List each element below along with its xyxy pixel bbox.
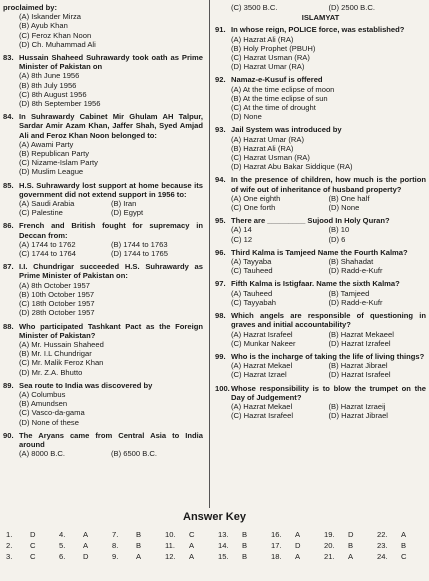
option: (D) Egypt <box>111 208 144 218</box>
option: (D) 2500 B.C. <box>328 3 375 12</box>
option: (D) Hazrat Umar (RA) <box>231 62 305 72</box>
answer-key-number: 19. <box>324 530 335 539</box>
answer-key-entry <box>165 541 218 550</box>
question-head <box>3 112 203 140</box>
answer-key-entry <box>6 552 59 561</box>
option: (A) Hazrat Israfeel <box>231 329 293 339</box>
question-head <box>215 248 426 257</box>
question <box>215 311 426 348</box>
answer-key-answer: A <box>295 530 301 539</box>
question <box>215 216 426 244</box>
options <box>3 281 203 318</box>
continued-options <box>215 3 426 12</box>
option: (C) 18th October 1957 <box>19 299 95 309</box>
option: (D) 6 <box>328 234 346 244</box>
question <box>215 125 426 171</box>
question-head <box>215 279 426 288</box>
option: (C) One forth <box>231 203 276 213</box>
answer-key-answer: D <box>30 530 36 539</box>
option: (A) Hazrat Mekael <box>231 401 293 411</box>
answer-key-answer: B <box>242 541 248 551</box>
option: (A) At the time eclipse of moon <box>231 84 335 94</box>
option: (C) Tayyabah <box>231 297 277 307</box>
left-column <box>3 3 203 462</box>
question-number: 98. <box>215 311 226 321</box>
option: (B) 10th October 1957 <box>19 289 95 299</box>
option: (A) Columbus <box>19 389 66 399</box>
question <box>215 25 426 71</box>
option: (D) None <box>328 203 360 213</box>
answer-key-number: 10. <box>165 530 176 539</box>
question-head <box>215 25 426 34</box>
options <box>215 330 426 348</box>
answer-key-number: 9. <box>112 552 119 562</box>
options <box>3 390 203 427</box>
answer-key-number: 23. <box>377 541 388 551</box>
question-text: French and British fought for supremacy in Deccan from: <box>19 221 203 240</box>
option: (A) Mr. Hussain Shaheed <box>19 339 104 349</box>
answer-key-number: 2. <box>6 541 13 551</box>
options <box>215 85 426 122</box>
option: (B) Amundsen <box>19 399 68 409</box>
answer-key-entry <box>271 541 324 550</box>
option: (A) Hazrat Umar (RA) <box>231 134 304 144</box>
option: (D) Radd-e-Kufr <box>328 297 383 307</box>
option: (C) Vasco-da-gama <box>19 408 85 418</box>
continued-question <box>3 3 203 49</box>
answer-key-entry <box>165 530 218 539</box>
question <box>215 248 426 276</box>
options <box>3 240 203 258</box>
question-text: Who is the incharge of taking the life of living things? <box>231 351 425 361</box>
question-text: Third Kalma is Tamjeed Name the Fourth Kalma? <box>231 247 408 257</box>
answer-key-answer: A <box>83 530 89 539</box>
option: (B) Iran <box>111 199 137 209</box>
question-number: 100. <box>215 383 230 393</box>
answer-key-number: 11. <box>165 541 175 551</box>
option: (A) Saudi Arabia <box>19 199 75 209</box>
answer-key-answer: A <box>189 541 195 551</box>
question-head <box>215 175 426 193</box>
option: (D) Hazrat Jibrael <box>328 411 388 421</box>
option: (D) Ch. Muhammad Ali <box>19 39 96 49</box>
option: (A) Awami Party <box>19 139 74 149</box>
answer-key-entry <box>218 541 271 550</box>
option: (B) One half <box>328 193 370 203</box>
question-text: Sea route to India was discovered by <box>19 380 153 390</box>
option: (C) 12 <box>231 234 253 244</box>
option: (A) Hazrat Ali (RA) <box>231 34 294 44</box>
answer-key-answer: A <box>295 552 301 562</box>
option: (B) Ayub Khan <box>19 21 68 31</box>
option: (C) Hazrat Israfeel <box>231 411 294 421</box>
option: (A) Hazrat Mekael <box>231 361 293 371</box>
option: (A) 1744 to 1762 <box>19 239 76 249</box>
answer-key-number: 1. <box>6 530 13 539</box>
options <box>3 449 203 458</box>
option: (B) Shahadat <box>328 257 374 267</box>
question-text: In the presence of children, how much is the portion of wife out of inheritance of husband property? <box>231 175 426 194</box>
answer-key-number: 3. <box>6 552 13 562</box>
answer-key-entry <box>377 541 429 550</box>
options <box>215 402 426 420</box>
answer-key-answer: B <box>242 552 248 562</box>
question-text: Who participated Tashkant Pact as the Foreign Minister of Pakistan? <box>19 321 203 340</box>
answer-key-answer: D <box>83 552 89 562</box>
option: (D) Hazrat Israfeel <box>328 370 391 380</box>
answer-key-entry <box>377 552 429 561</box>
right-column <box>215 3 426 424</box>
question-head <box>215 125 426 134</box>
question-number: 99. <box>215 351 226 361</box>
option: (C) 1744 to 1764 <box>19 249 76 259</box>
question-head <box>215 75 426 84</box>
answer-key-entry <box>112 541 165 550</box>
options <box>3 71 203 108</box>
answer-key-entry <box>218 530 271 539</box>
question-text: Hussain Shaheed Suhrawardy took oath as Prime Minister of Pakistan on <box>19 53 203 72</box>
answer-key-answer: A <box>348 552 354 562</box>
question-text: Which angels are responsible of questioning in graves and initial accountability? <box>231 311 426 330</box>
option: (B) 8th July 1956 <box>19 80 77 90</box>
answer-key-answer: C <box>189 530 195 539</box>
answer-key-entry <box>112 530 165 539</box>
question-number: 83. <box>3 53 14 63</box>
answer-key-entry <box>271 552 324 561</box>
options <box>3 199 203 217</box>
answer-key-answer: D <box>295 541 301 551</box>
answer-key-number: 21. <box>324 552 335 562</box>
options <box>215 361 426 379</box>
answer-key-number: 17. <box>271 541 282 551</box>
option: (A) 8000 B.C. <box>19 449 66 459</box>
continued-question-text: proclaimed by: <box>3 3 58 12</box>
answer-key-entry <box>377 530 429 539</box>
option: (B) Hazrat Ali (RA) <box>231 143 294 153</box>
question <box>3 112 203 176</box>
question-text: The Aryans came from Central Asia to India around <box>19 430 203 449</box>
options <box>215 194 426 212</box>
option: (C) Hazrat Usman (RA) <box>231 153 310 163</box>
question-text: Fifth Kalma is Istigfaar. Name the sixth Kalma? <box>231 279 400 289</box>
answer-key-number: 7. <box>112 530 119 539</box>
answer-key-answer: B <box>136 541 142 551</box>
option: (D) 1744 to 1765 <box>111 249 168 259</box>
option: (D) None of these <box>19 417 79 427</box>
question-number: 91. <box>215 25 226 35</box>
options <box>215 225 426 243</box>
option: (B) Republican Party <box>19 149 90 159</box>
question-number: 88. <box>3 321 14 331</box>
continued-options <box>3 12 203 49</box>
question-head <box>3 53 203 71</box>
option: (D) Hazrat Abu Bakar Siddique (RA) <box>231 162 353 172</box>
option: (C) At the time of drought <box>231 103 316 113</box>
option: (B) 6500 B.C. <box>111 449 158 459</box>
question <box>215 384 426 421</box>
question <box>3 322 203 377</box>
answer-key-answer: B <box>348 541 354 551</box>
question-number: 85. <box>3 180 14 190</box>
question-number: 93. <box>215 125 226 135</box>
option: (C) Tauheed <box>231 266 273 276</box>
question <box>3 181 203 218</box>
question <box>3 53 203 108</box>
option: (C) Munkar Nakeer <box>231 338 296 348</box>
option: (A) 8th June 1956 <box>19 71 80 81</box>
question-head <box>215 352 426 361</box>
question <box>215 279 426 307</box>
question-text: Whose responsibility is to blow the trumpet on the Day of Judgement? <box>231 383 426 402</box>
option: (C) Mr. Malik Feroz Khan <box>19 358 104 368</box>
answer-key-entry <box>59 552 112 561</box>
answer-key-answer: C <box>30 552 36 562</box>
option: (C) Hazrat Usman (RA) <box>231 53 310 63</box>
answer-key-entry <box>165 552 218 561</box>
answer-key-number: 8. <box>112 541 119 551</box>
column-divider <box>209 0 210 508</box>
question-head <box>3 221 203 239</box>
answer-key-number: 4. <box>59 530 66 539</box>
option: (B) Holy Prophet (PBUH) <box>231 43 316 53</box>
question-head <box>3 322 203 340</box>
option: (A) Iskander Mirza <box>19 12 82 22</box>
question-number: 96. <box>215 247 226 257</box>
option: (B) At the time eclipse of sun <box>231 93 328 103</box>
option: (C) Feroz Khan Noon <box>19 30 92 40</box>
question-number: 89. <box>3 380 14 390</box>
question-number: 97. <box>215 279 226 289</box>
question-text: In whose reign, POLICE force, was established? <box>231 25 405 35</box>
answer-key-answer: B <box>401 541 407 551</box>
options <box>3 140 203 177</box>
option: (D) Muslim League <box>19 167 84 177</box>
option: (C) 8th August 1956 <box>19 89 87 99</box>
option: (A) 14 <box>231 225 252 235</box>
question-head <box>3 262 203 280</box>
option: (D) Radd-e-Kufr <box>328 266 383 276</box>
question-number: 87. <box>3 262 14 272</box>
option: (B) Hazrat Jibrael <box>328 361 388 371</box>
option: (D) None <box>231 112 262 122</box>
answer-key-entry <box>324 552 377 561</box>
option: (B) Hazrat Mekaeel <box>328 329 394 339</box>
answer-key-number: 20. <box>324 541 335 551</box>
answer-key-entry <box>6 530 59 539</box>
question-number: 95. <box>215 216 226 226</box>
answer-key <box>0 510 429 562</box>
question-text: There are _________ Sujood In Holy Quran? <box>231 216 390 226</box>
question <box>3 262 203 317</box>
option: (C) 3500 B.C. <box>231 3 278 12</box>
answer-key-answer: C <box>30 541 36 551</box>
answer-key-entry <box>6 541 59 550</box>
answer-key-number: 5. <box>59 541 66 551</box>
question-head <box>215 311 426 329</box>
question-number: 92. <box>215 75 226 85</box>
option: (B) Mr. I.L Chundrigar <box>19 349 92 359</box>
option: (A) 8th October 1957 <box>19 280 90 290</box>
answer-key-answer: A <box>83 541 89 551</box>
answer-key-number: 12. <box>165 552 176 562</box>
question-text: I.I. Chundrigar succeeded H.S. Suhrawardy as Prime Minister of Pakistan on: <box>19 262 203 281</box>
question <box>3 431 203 459</box>
options <box>215 135 426 172</box>
option: (B) Tamjeed <box>328 288 370 298</box>
question <box>215 352 426 380</box>
answer-key-answer: B <box>242 530 248 539</box>
answer-key-entry <box>59 530 112 539</box>
option: (C) Palestine <box>19 208 63 218</box>
question-head <box>3 181 203 199</box>
answer-key-answer: B <box>136 530 142 539</box>
option: (C) Hazrat Izrael <box>231 370 287 380</box>
section-title: ISLAMYAT <box>301 13 340 23</box>
options <box>215 35 426 72</box>
option: (A) Tayyaba <box>231 257 272 267</box>
question-number: 86. <box>3 221 14 231</box>
answer-key-number: 16. <box>271 530 282 539</box>
question-head <box>215 384 426 402</box>
answer-key-entry <box>112 552 165 561</box>
answer-key-entry <box>218 552 271 561</box>
option: (B) 10 <box>328 225 350 235</box>
answer-key-answer: A <box>189 552 195 562</box>
question <box>3 221 203 258</box>
option: (B) Hazrat Izraeij <box>328 401 386 411</box>
options <box>215 257 426 275</box>
question-number: 84. <box>3 112 14 122</box>
answer-key-entry <box>324 530 377 539</box>
question-text: Namaz-e-Kusuf is offered <box>231 75 323 85</box>
left-question-list <box>3 53 203 458</box>
answer-key-answer: C <box>401 552 407 562</box>
question-text: In Suhrawardy Cabinet Mir Ghulam AH Talpur, Sardar Amir Azam Khan, Jaffer Shah, Syed Amjad Ali and Feroz Khan Noon belonged to: <box>19 112 203 140</box>
question <box>3 381 203 427</box>
option: (D) 28th October 1957 <box>19 308 95 318</box>
option: (D) Hazrat Izrafeel <box>328 338 391 348</box>
question-number: 94. <box>215 175 226 185</box>
answer-key-entry <box>324 541 377 550</box>
right-question-list <box>215 25 426 420</box>
answer-key-answer: A <box>136 552 142 562</box>
answer-key-number: 24. <box>377 552 388 562</box>
option: (B) 1744 to 1763 <box>111 239 168 249</box>
option: (A) Tauheed <box>231 288 273 298</box>
question-text: Jail System was introduced by <box>231 125 342 135</box>
question-head <box>3 381 203 390</box>
option: (D) Mr. Z.A. Bhutto <box>19 367 83 377</box>
options <box>215 289 426 307</box>
answer-key-grid <box>0 530 429 562</box>
question <box>215 175 426 212</box>
answer-key-number: 15. <box>218 552 229 562</box>
option: (A) One eighth <box>231 193 281 203</box>
answer-key-number: 6. <box>59 552 66 562</box>
answer-key-number: 18. <box>271 552 282 562</box>
question-text: H.S. Suhrawardy lost support at home because its government did not extend support in 1956 to: <box>19 180 203 199</box>
question-number: 90. <box>3 430 14 440</box>
answer-key-entry <box>271 530 324 539</box>
answer-key-number: 14. <box>218 541 229 551</box>
question-head <box>3 431 203 449</box>
option: (C) Nizame-Islam Party <box>19 158 98 168</box>
answer-key-number: 13. <box>218 530 229 539</box>
options <box>3 340 203 377</box>
answer-key-answer: A <box>401 530 407 539</box>
question-head <box>215 216 426 225</box>
option: (D) 8th September 1956 <box>19 99 101 109</box>
answer-key-number: 22. <box>377 530 388 539</box>
answer-key-answer: D <box>348 530 354 539</box>
answer-key-title: Answer Key <box>183 511 246 523</box>
answer-key-entry <box>59 541 112 550</box>
question <box>215 75 426 121</box>
